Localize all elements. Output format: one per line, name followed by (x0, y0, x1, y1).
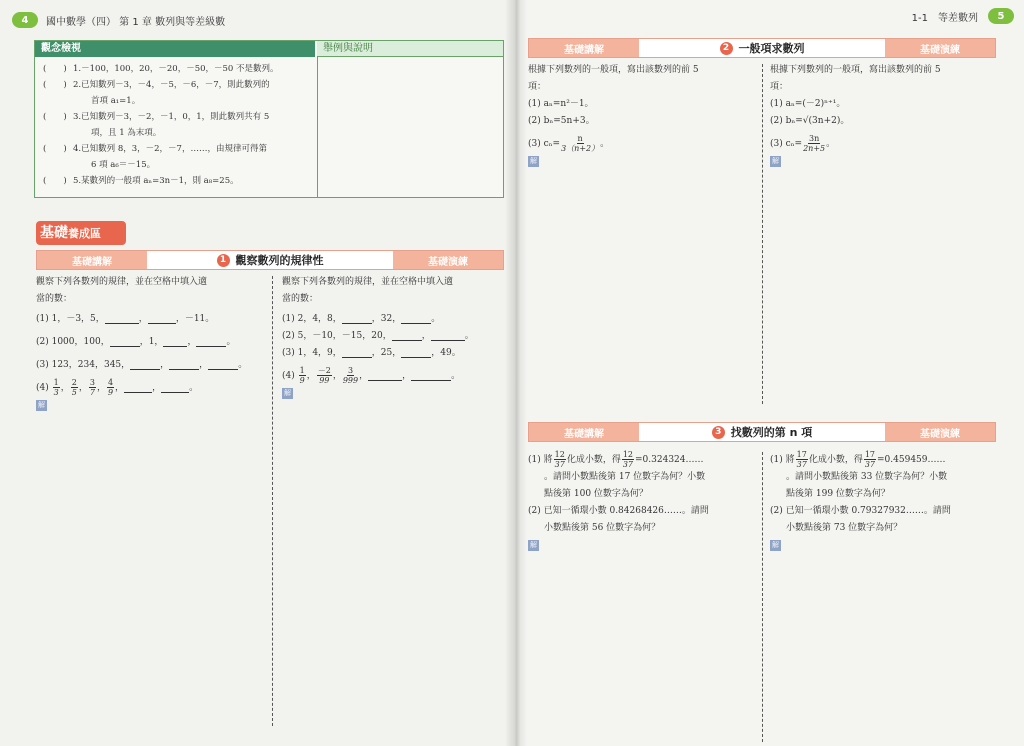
section-1-right-col: 觀察下列各數列的規律，並在空格中填入適 當的數： (1) 2，4，8， ，32， 。 (2) 5，－10，－15，20， ， 。 (3) 1，4，9， ，25， ，49。 (4) $\frac{1}{9}$ ， $\frac{-2}{99}$ ， $\frac{3}{999}$ ， ， 。 解 (282, 277, 474, 397)
section-1-bar (36, 250, 504, 270)
section-2-left-col: 根據下列數列的一般項，寫出該數列的前 5 項： (1) aₙ=n²－1。 (2) bₙ=5n+3。 (3) cₙ= $\frac{n}{3(n+2)}$ 。 解 (528, 65, 699, 165)
chapter-title: 國中數學（四） 第 1 章 數列與等差級數 (46, 16, 226, 28)
concept-check-title: 觀念檢視 (35, 41, 315, 57)
answer-icon: 解 (284, 389, 291, 397)
answer-icon: 解 (530, 157, 537, 165)
basic-practice-tag: 基礎演練 (393, 251, 503, 269)
concept-item-cont: 6 項 a₆＝－15。 (91, 160, 156, 170)
concept-item: ( ) 4.已知數列 8，3，－2，－7，……，由規律可得第 (43, 144, 267, 154)
basic-practice-tag: 基礎演練 (885, 423, 995, 441)
concept-item: ( ) 5.某數列的一般項 aₙ=3n－1，則 a₈=25。 (43, 176, 239, 186)
answer-icon: 解 (530, 541, 537, 549)
column-divider (272, 276, 273, 726)
basic-explain-tag: 基礎講解 (529, 39, 639, 57)
page-number-left: 4 (12, 12, 38, 28)
section-number-badge: 1 (217, 254, 230, 267)
concept-check-box (34, 40, 504, 198)
basic-explain-tag: 基礎講解 (37, 251, 147, 269)
right-header (912, 7, 1014, 25)
section-title: 3 找數列的第 n 項 (639, 424, 885, 440)
concept-item-cont: 首項 a₁=1。 (91, 96, 141, 106)
section-number-badge: 2 (720, 42, 733, 55)
left-header (12, 10, 225, 30)
basic-explain-tag: 基礎講解 (529, 423, 639, 441)
column-divider (762, 64, 763, 404)
section-title: 1 觀察數列的規律性 (147, 252, 393, 268)
answer-icon: 解 (772, 541, 779, 549)
section-title: 2 一般項求數列 (639, 40, 885, 56)
book-spine-shadow (505, 0, 527, 746)
section-2-bar (528, 38, 996, 58)
concept-item: ( ) 2.已知數列－3，－4，－5，－6，－7，則此數列的 (43, 80, 270, 90)
basic-practice-tag: 基礎演練 (885, 39, 995, 57)
concept-item-cont: 項，且 1 為末項。 (91, 128, 162, 138)
answer-icon: 解 (38, 401, 45, 409)
column-divider (762, 452, 763, 742)
concept-item: ( ) 3.已知數列－3，－2，－1，0，1，則此數列共有 5 (43, 112, 270, 122)
zone-title: 基礎養成區 (36, 221, 126, 245)
section-number-badge: 3 (712, 426, 725, 439)
section-3-right-col: (1) 將 $\frac{17}{37}$ 化成小數，得 $\frac{17}{37}$ =0.459459…… 。請問小數點後第 33 位數字為何？小數 點後第 199 位數字為何？ (2) 已知一循環小數 0.79327932……。請問 小數點後第 73 位數字為何？ 解 (770, 450, 951, 549)
right-page (512, 0, 1024, 746)
page-number-right: 5 (988, 8, 1014, 24)
section-1-left-col: 觀察下列各數列的規律，並在空格中填入適 當的數： (1) 1，－3，5， ， ，－11。 (2) 1000，100， ，1， ， 。 (3) 123，234，345， ， ， 。 (4) $\frac{1}{3}$ ， $\frac{2}{5}$ ， $\frac{3}{7}$ ， $\frac{4}{9}$ ， ， 。 解 (36, 277, 248, 409)
section-3-left-col: (1) 將 $\frac{12}{37}$ 化成小數，得 $\frac{12}{37}$ =0.324324…… 。請問小數點後第 17 位數字為何？小數 點後第 100 位數字為何？ (2) 已知一循環小數 0.84268426……。請問 小數點後第 56 位數字為何？ 解 (528, 450, 709, 549)
section-header: 1-1 等差數列 (911, 12, 978, 24)
concept-item: ( ) 1.－100，100，20，－20，－50，－50 不是數列。 (43, 64, 279, 74)
section-2-right-col: 根據下列數列的一般項，寫出該數列的前 5 項： (1) aₙ=(－2)ⁿ⁺¹。 (2) bₙ=√(3n+2)。 (3) cₙ= $\frac{3n}{2n+5}$ 。 解 (770, 65, 941, 165)
section-3-bar (528, 422, 996, 442)
examples-area (317, 57, 505, 197)
answer-icon: 解 (772, 157, 779, 165)
examples-title: 舉例與說明 (317, 41, 503, 57)
